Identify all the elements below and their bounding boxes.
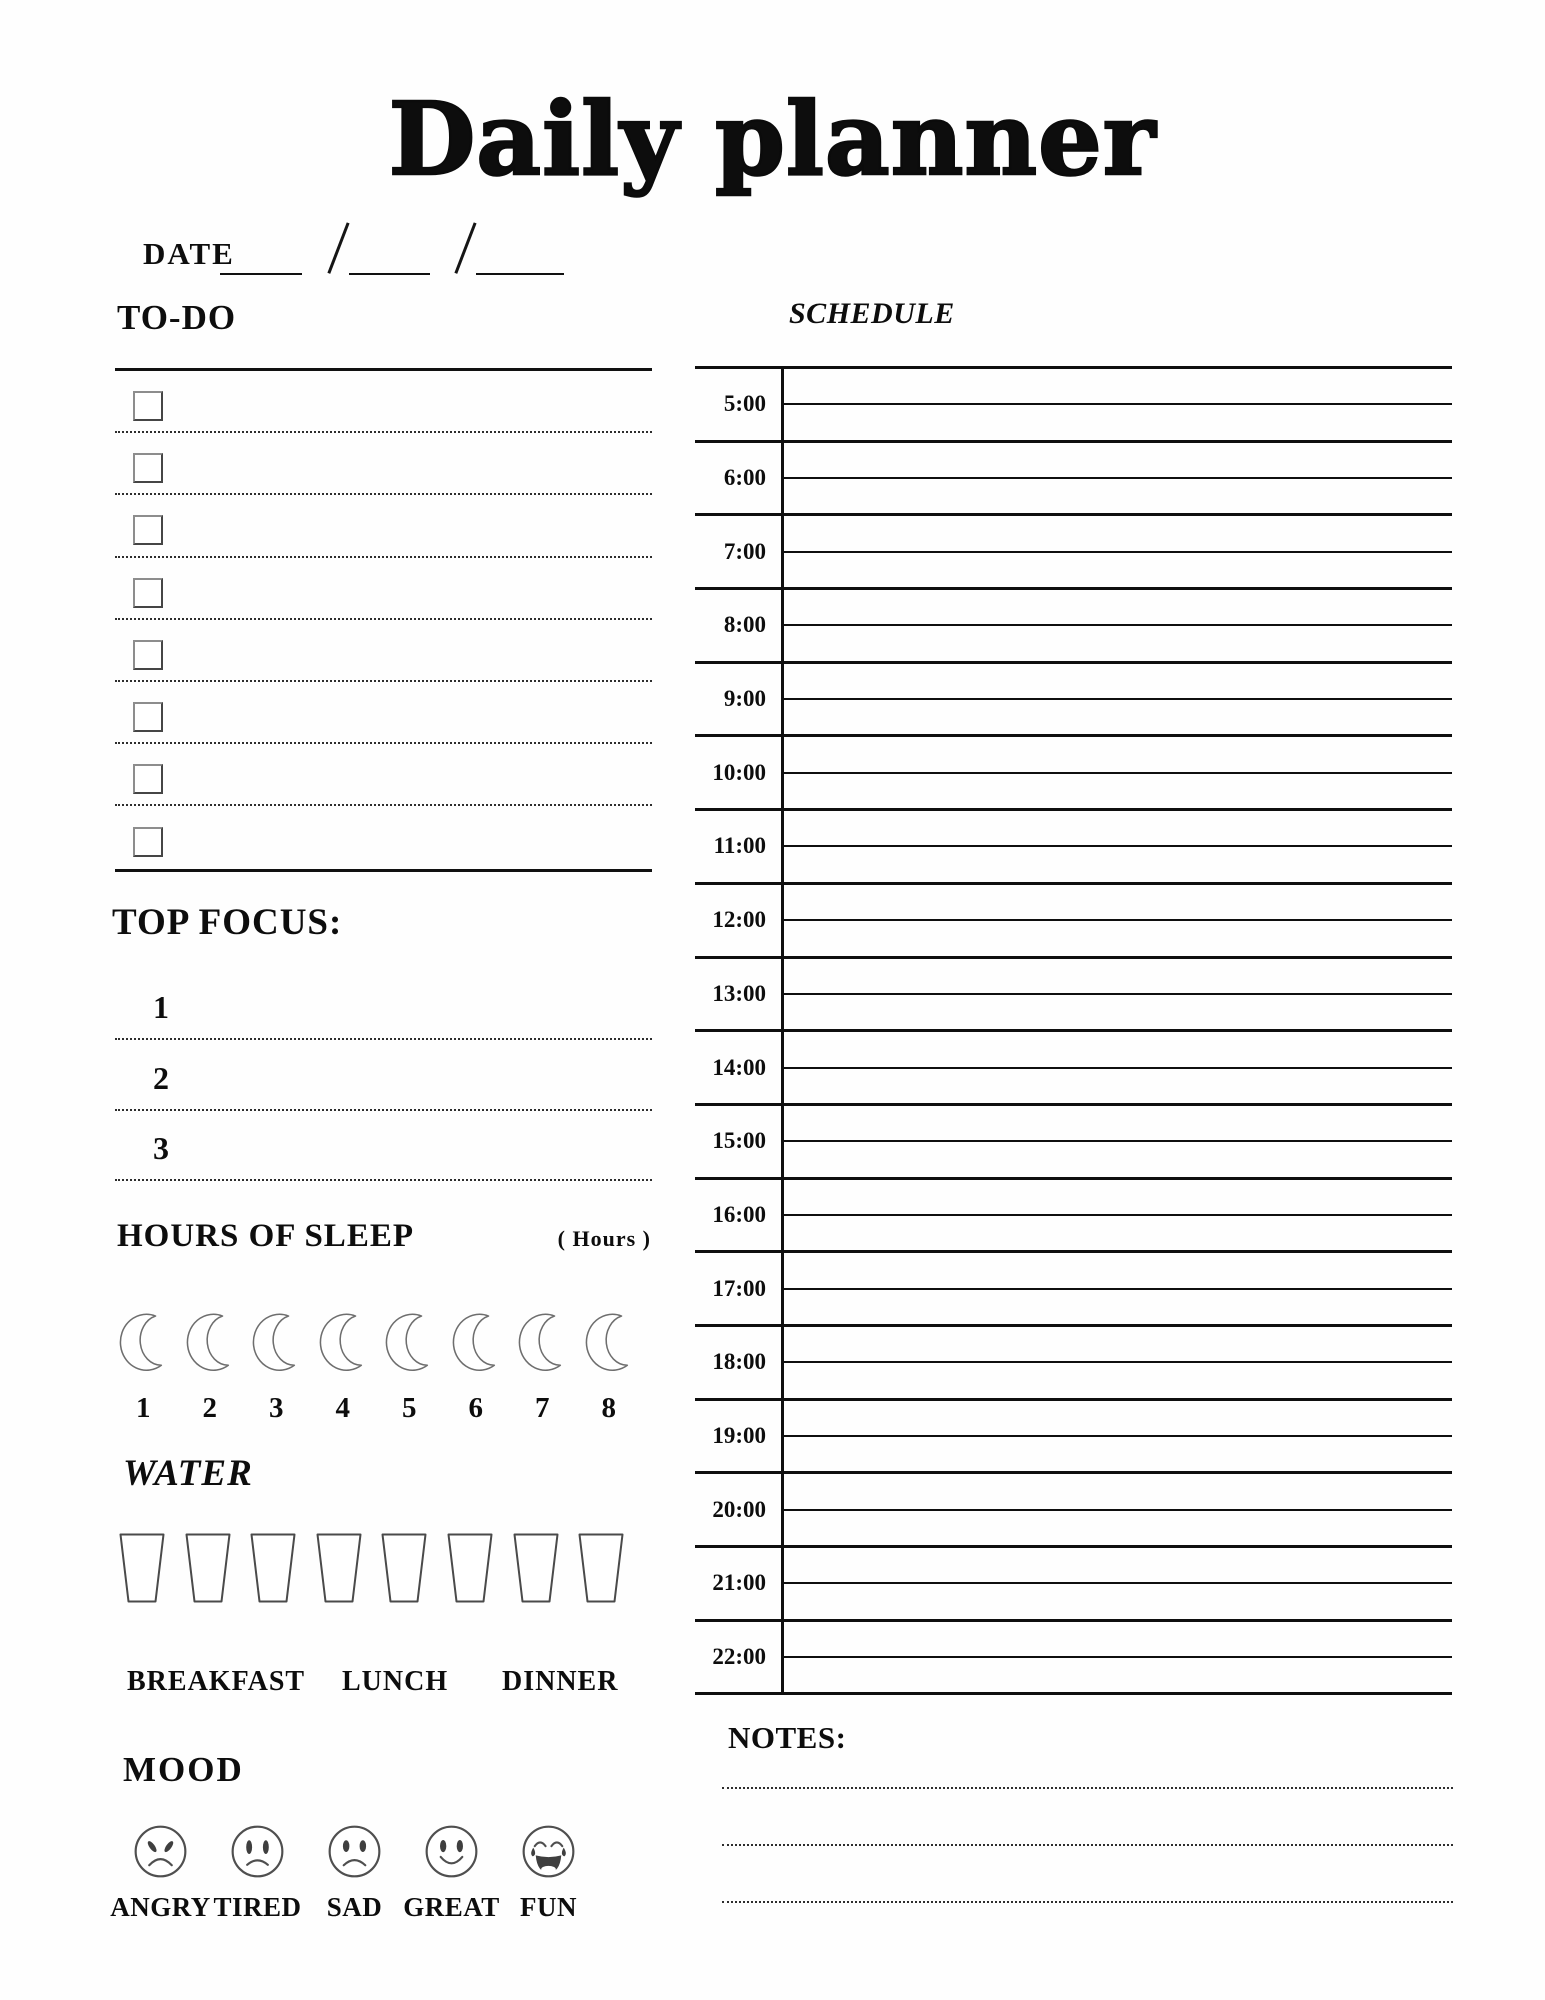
schedule-entry-area[interactable] xyxy=(784,1327,1452,1398)
sleep-hour-cell xyxy=(576,1310,643,1425)
todo-item-row xyxy=(115,744,652,806)
todo-input-line[interactable] xyxy=(163,371,652,431)
schedule-row xyxy=(695,734,1452,808)
mood-option-great xyxy=(403,1824,500,1923)
sleep-hour-number: 3 xyxy=(269,1392,284,1424)
crescent-moon-icon[interactable] xyxy=(249,1310,303,1378)
schedule-row xyxy=(695,1545,1452,1619)
schedule-entry-area[interactable] xyxy=(784,664,1452,735)
schedule-table xyxy=(695,366,1452,1695)
sleep-heading: HOURS OF SLEEP xyxy=(117,1218,414,1254)
todo-heading: TO-DO xyxy=(117,298,237,337)
schedule-row xyxy=(695,1619,1452,1693)
date-label: DATE xyxy=(143,236,235,271)
crescent-moon-icon[interactable] xyxy=(449,1310,503,1378)
water-cup-icon[interactable] xyxy=(248,1532,298,1604)
notes-heading: NOTES: xyxy=(728,1720,847,1755)
todo-checkbox[interactable] xyxy=(133,515,163,545)
mood-option-angry xyxy=(112,1824,209,1923)
todo-checkbox[interactable] xyxy=(133,827,163,857)
sleep-hour-number: 4 xyxy=(335,1392,350,1424)
sleep-section-header xyxy=(117,1218,651,1255)
todo-checkbox[interactable] xyxy=(133,764,163,794)
schedule-time-label: 9:00 xyxy=(695,664,784,735)
schedule-time-label: 10:00 xyxy=(695,737,784,808)
notes-lines xyxy=(722,1787,1453,1958)
schedule-row xyxy=(695,1471,1452,1545)
todo-checkbox[interactable] xyxy=(133,391,163,421)
crescent-moon-icon[interactable] xyxy=(316,1310,370,1378)
crescent-moon-icon[interactable] xyxy=(116,1310,170,1378)
todo-checkbox[interactable] xyxy=(133,453,163,483)
schedule-entry-area[interactable] xyxy=(784,516,1452,587)
date-day-field[interactable] xyxy=(220,273,302,275)
sleep-hour-cell xyxy=(110,1310,177,1425)
page-title: Daily planner xyxy=(388,80,1157,198)
mood-label: ANGRY xyxy=(110,1892,211,1922)
sleep-tracker xyxy=(110,1310,642,1425)
schedule-time-label: 5:00 xyxy=(695,369,784,440)
schedule-row xyxy=(695,1103,1452,1177)
schedule-time-label: 14:00 xyxy=(695,1032,784,1103)
todo-item-row xyxy=(115,620,652,682)
schedule-row xyxy=(695,513,1452,587)
schedule-heading: SCHEDULE xyxy=(789,297,955,330)
schedule-entry-area[interactable] xyxy=(784,590,1452,661)
crescent-moon-icon[interactable] xyxy=(382,1310,436,1378)
water-cup-icon[interactable] xyxy=(576,1532,626,1604)
mood-option-sad xyxy=(306,1824,403,1923)
mood-label: GREAT xyxy=(403,1892,500,1922)
schedule-entry-area[interactable] xyxy=(784,1474,1452,1545)
sleep-hour-cell xyxy=(177,1310,244,1425)
todo-list xyxy=(115,368,652,872)
focus-input-line[interactable] xyxy=(169,1040,652,1097)
schedule-time-label: 16:00 xyxy=(695,1180,784,1251)
date-slash xyxy=(327,222,349,273)
sleep-unit-label: ( Hours ) xyxy=(557,1226,651,1251)
schedule-time-label: 18:00 xyxy=(695,1327,784,1398)
schedule-time-label: 11:00 xyxy=(695,811,784,882)
focus-number: 2 xyxy=(153,1059,169,1096)
water-cup-icon[interactable] xyxy=(183,1532,233,1604)
schedule-row xyxy=(695,882,1452,956)
water-cup-icon[interactable] xyxy=(314,1532,364,1604)
focus-number: 3 xyxy=(153,1130,169,1167)
schedule-row xyxy=(695,956,1452,1030)
schedule-entry-area[interactable] xyxy=(784,1106,1452,1177)
todo-input-line[interactable] xyxy=(163,806,652,868)
schedule-time-label: 6:00 xyxy=(695,443,784,514)
crescent-moon-icon[interactable] xyxy=(515,1310,569,1378)
water-cup-cell xyxy=(576,1532,642,1604)
schedule-time-label: 12:00 xyxy=(695,885,784,956)
meal-label-breakfast: BREAKFAST xyxy=(127,1666,306,1697)
schedule-time-label: 22:00 xyxy=(695,1622,784,1693)
water-cup-cell xyxy=(183,1532,249,1604)
schedule-row xyxy=(695,587,1452,661)
water-cup-icon[interactable] xyxy=(117,1532,167,1604)
sleep-hour-cell xyxy=(443,1310,510,1425)
top-focus-row xyxy=(115,1111,652,1182)
schedule-row xyxy=(695,1250,1452,1324)
schedule-time-label: 15:00 xyxy=(695,1106,784,1177)
todo-checkbox[interactable] xyxy=(133,640,163,670)
todo-checkbox[interactable] xyxy=(133,702,163,732)
mood-heading: MOOD xyxy=(123,1750,244,1789)
sleep-hour-number: 6 xyxy=(468,1392,483,1424)
water-cup-cell xyxy=(511,1532,577,1604)
top-focus-row xyxy=(115,969,652,1040)
todo-item-row xyxy=(115,558,652,620)
notes-input-line[interactable] xyxy=(722,1844,1453,1901)
schedule-row xyxy=(695,1177,1452,1251)
schedule-row xyxy=(695,1324,1452,1398)
top-focus-heading: TOP FOCUS: xyxy=(112,902,343,943)
schedule-row xyxy=(695,1398,1452,1472)
mood-label: FUN xyxy=(520,1892,577,1922)
todo-input-line[interactable] xyxy=(163,744,652,804)
sleep-hour-cell xyxy=(310,1310,377,1425)
schedule-entry-area[interactable] xyxy=(784,885,1452,956)
schedule-entry-area[interactable] xyxy=(784,443,1452,514)
schedule-entry-area[interactable] xyxy=(784,811,1452,882)
sleep-hour-number: 1 xyxy=(136,1392,151,1424)
date-month-field[interactable] xyxy=(349,273,430,275)
todo-checkbox[interactable] xyxy=(133,578,163,608)
todo-input-line[interactable] xyxy=(163,682,652,742)
sleep-hour-number: 8 xyxy=(601,1392,616,1424)
schedule-entry-area[interactable] xyxy=(784,1180,1452,1251)
schedule-time-label: 17:00 xyxy=(695,1253,784,1324)
schedule-entry-area[interactable] xyxy=(784,737,1452,808)
todo-item-row xyxy=(115,806,652,868)
sleep-hour-number: 5 xyxy=(402,1392,417,1424)
schedule-time-label: 20:00 xyxy=(695,1474,784,1545)
water-cup-cell xyxy=(248,1532,314,1604)
schedule-entry-area[interactable] xyxy=(784,1548,1452,1619)
date-section xyxy=(143,236,603,306)
schedule-row xyxy=(695,366,1452,440)
schedule-entry-area[interactable] xyxy=(784,1253,1452,1324)
focus-input-line[interactable] xyxy=(169,1111,652,1168)
water-cup-cell xyxy=(314,1532,380,1604)
schedule-time-label: 7:00 xyxy=(695,516,784,587)
mood-option-tired xyxy=(209,1824,306,1923)
laughing-face-icon[interactable] xyxy=(521,1824,576,1879)
todo-item-row xyxy=(115,371,652,433)
todo-input-line[interactable] xyxy=(163,620,652,680)
todo-item-row xyxy=(115,495,652,557)
schedule-row xyxy=(695,661,1452,735)
water-cup-icon[interactable] xyxy=(511,1532,561,1604)
crescent-moon-icon[interactable] xyxy=(582,1310,636,1378)
water-cup-cell xyxy=(117,1532,183,1604)
crescent-moon-icon[interactable] xyxy=(183,1310,237,1378)
schedule-entry-area[interactable] xyxy=(784,959,1452,1030)
schedule-row xyxy=(695,1029,1452,1103)
mood-label: SAD xyxy=(326,1892,383,1922)
todo-input-line[interactable] xyxy=(163,433,652,493)
schedule-row xyxy=(695,440,1452,514)
focus-input-line[interactable] xyxy=(169,969,652,1026)
sad-face-icon[interactable] xyxy=(327,1824,382,1879)
water-tracker xyxy=(117,1532,642,1604)
todo-item-row xyxy=(115,433,652,495)
meal-label-lunch: LUNCH xyxy=(342,1666,449,1697)
date-year-field[interactable] xyxy=(476,273,564,275)
notes-input-line[interactable] xyxy=(722,1901,1453,1958)
mood-label: TIRED xyxy=(213,1892,302,1922)
top-focus-list xyxy=(115,969,652,1181)
meal-label-dinner: DINNER xyxy=(502,1666,619,1697)
schedule-time-label: 8:00 xyxy=(695,590,784,661)
schedule-entry-area[interactable] xyxy=(784,1032,1452,1103)
schedule-entry-area[interactable] xyxy=(784,369,1452,440)
sleep-hour-cell xyxy=(243,1310,310,1425)
sleep-hour-cell xyxy=(509,1310,576,1425)
todo-input-line[interactable] xyxy=(163,495,652,555)
angry-face-icon[interactable] xyxy=(133,1824,188,1879)
schedule-time-label: 19:00 xyxy=(695,1401,784,1472)
mood-option-fun xyxy=(500,1824,597,1923)
schedule-entry-area[interactable] xyxy=(784,1401,1452,1472)
schedule-row xyxy=(695,808,1452,882)
water-cup-cell xyxy=(379,1532,445,1604)
sleep-hour-number: 2 xyxy=(202,1392,217,1424)
water-heading: WATER xyxy=(123,1453,253,1494)
water-cup-icon[interactable] xyxy=(379,1532,429,1604)
water-cup-icon[interactable] xyxy=(445,1532,495,1604)
sleep-hour-number: 7 xyxy=(535,1392,550,1424)
top-focus-row xyxy=(115,1040,652,1111)
focus-number: 1 xyxy=(153,988,169,1025)
water-cup-cell xyxy=(445,1532,511,1604)
todo-input-line[interactable] xyxy=(163,558,652,618)
mood-tracker xyxy=(112,1824,597,1923)
date-slash xyxy=(454,222,476,273)
notes-input-line[interactable] xyxy=(722,1787,1453,1844)
sleep-hour-cell xyxy=(376,1310,443,1425)
todo-item-row xyxy=(115,682,652,744)
schedule-entry-area[interactable] xyxy=(784,1622,1452,1693)
great-face-icon[interactable] xyxy=(424,1824,479,1879)
schedule-time-label: 21:00 xyxy=(695,1548,784,1619)
tired-face-icon[interactable] xyxy=(230,1824,285,1879)
schedule-time-label: 13:00 xyxy=(695,959,784,1030)
